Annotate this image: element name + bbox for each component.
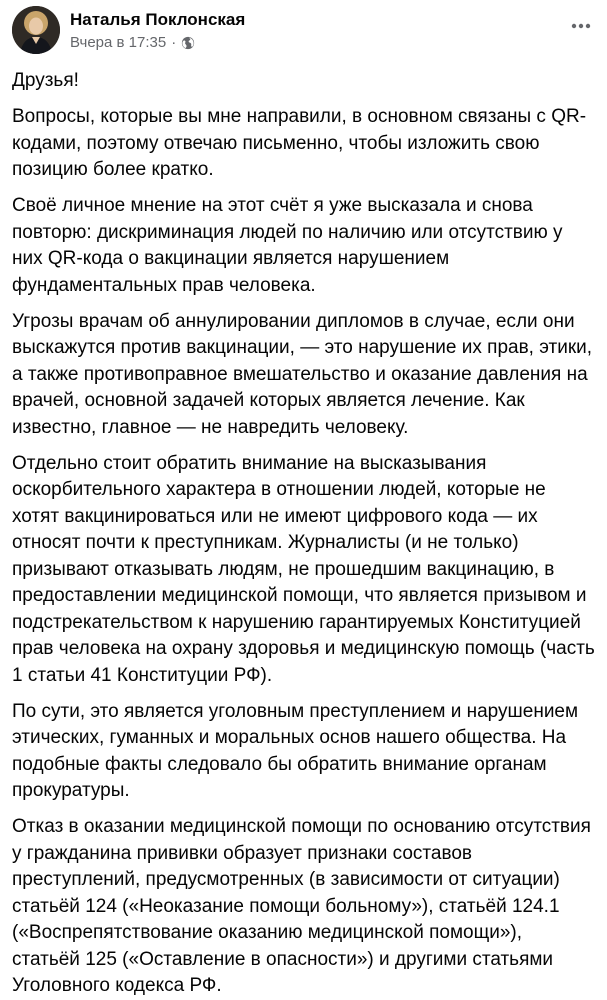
author-name[interactable]: Наталья Поклонская [70,10,246,29]
post-paragraph: Друзья! [12,70,79,91]
post-paragraph: Угрозы врачам об аннулировании дипломов в случае, если они выскажутся против вакцинации, — это нарушение их прав, этики, а также противоправное вмешательство и оказание давления на врачей, основной задачей которых является лечение. Как известно, главное — не навредить человеку. [12,310,593,438]
post-paragraph: Отдельно стоит обратить внимание на высказывания оскорбительного характера в отношении людей, которые не хотят вакцинироваться или не имеют цифрового кода — их относят почти к преступникам. Журналисты (и не только) призывают отказывать людям, не прошедшим вакцинацию, в предоставлении медицинской помощи, что является призывом и подстрекательством к нарушению гарантируемых Конституцией прав человека на охрану здоровья и медицинскую помощь (часть 1 статьи 41 Конституции РФ). [12,452,595,686]
post-paragraph: Вопросы, которые вы мне направили, в основном связаны с QR-кодами, поэтому отвечаю письменно, чтобы изложить свою позицию более кратко. [12,106,587,180]
post-text [12,68,595,1000]
post-time[interactable]: Вчера в 17:35 [70,34,167,51]
post-paragraph: Своё личное мнение на этот счёт я уже высказала и снова повторю: дискриминация людей по наличию или отсутствию у них QR-кода о вакцинации является нарушением фундаментальных прав человека. [12,195,563,296]
post-paragraph: По сути, это является уголовным преступлением и нарушением этических, гуманных и моральных основ нашего общества. На подобные факты следовало бы обратить внимание органам прокуратуры. [12,700,579,801]
separator-dot: · [171,34,177,51]
more-options-button[interactable] [563,8,599,44]
post-header [12,0,595,68]
avatar[interactable] [12,6,60,54]
post-paragraph: Отказ в оказании медицинской помощи по основанию отсутствия у гражданина прививки образует признаки составов преступлений, предусмотренных (в зависимости от ситуации) статьёй 124 («Неоказание помощи больному»), статьёй 124.1 («Воспрепятствование оказанию медицинской помощи»), статьёй 125 («Оставление в опасности») и другими статьями Уголовного кодекса РФ. [12,816,591,996]
more-icon [571,23,591,29]
globe-icon [181,36,195,50]
post-meta [70,6,245,52]
time-row [70,34,245,52]
avatar-photo [12,6,60,54]
